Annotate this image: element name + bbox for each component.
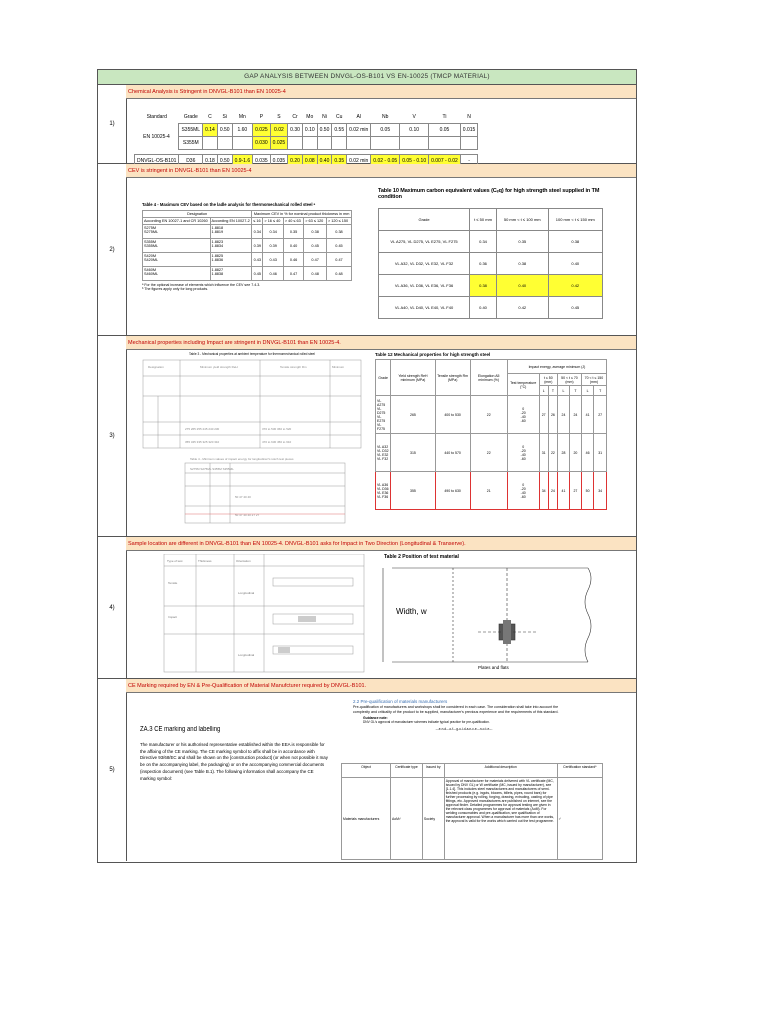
chem-cell: 0.025 — [270, 137, 288, 150]
chem-header: Mo — [306, 114, 314, 120]
svg-text:Longitudinal: Longitudinal — [238, 653, 255, 657]
t4-note-b: ᵇ The figures apply only for long products. — [142, 287, 209, 291]
chem-cell — [347, 137, 371, 150]
za3-text: The manufacturer or his authorised representative established within the EEA is responsible for the affixing of the CE marking. The CE marking symbol to affix shall be in accordance with Directive 93/68/EC and shall be shown on the [construction product] (or when not possible it may be on the accompanying label, the packaging) or on the accompanying commercial documents (inspection document) (see Table B.1). The following information shall accompany the CE marking symbol: — [140, 742, 328, 781]
chem-cell: 0.007 - 0.02 — [429, 155, 461, 168]
t4-head-designation: Designation — [143, 211, 252, 218]
chem-header: Standard — [146, 114, 167, 121]
t4-cell: 0.39 — [252, 239, 263, 253]
t10-cell: 0.45 — [548, 297, 602, 319]
t10-header: 50 mm < t ≤ 100 mm — [496, 209, 548, 231]
t10-cell: VL A32, VL D32, VL E32, VL F32 — [379, 253, 470, 275]
t12-lt: L — [558, 386, 570, 396]
chem-cell: 0.14 — [203, 124, 218, 137]
t10-cell: 0.38 — [470, 275, 497, 297]
t12-value: 41 — [558, 472, 570, 510]
t12-elong: 22 — [470, 396, 507, 434]
svg-text:Tensile: Tensile — [168, 581, 178, 585]
obj-cell: ¹⁾ — [557, 778, 602, 860]
chem-en-row — [135, 137, 478, 150]
t10-cell: 0.36 — [470, 253, 497, 275]
t4-cell: 0.47 — [304, 253, 327, 267]
en-mechanical-tables-graphic — [140, 356, 364, 526]
cev-table10 — [378, 208, 603, 319]
t10-cell: 0.35 — [496, 231, 548, 253]
t4-cell: 0.46 — [263, 267, 283, 281]
guidance-end: ---e-n-d---o-f---g-u-i-d-a-n-c-e---n-o-t-e--- — [435, 727, 493, 732]
svg-text:Minimum yield strength ReH: Minimum yield strength ReH — [200, 365, 238, 369]
chem-cell: 0.035 — [253, 155, 271, 168]
t12-value: 22 — [548, 434, 557, 472]
t4-cell: 1.8823 1.8834 — [210, 239, 252, 253]
obj-row — [342, 778, 603, 860]
plates-label: Plates and flats — [478, 665, 509, 670]
chemical-table — [134, 111, 478, 168]
obj-header: Object — [342, 764, 391, 778]
chem-header: Grade — [183, 114, 198, 120]
chem-cell: 0.02 - 0.05 — [371, 155, 400, 168]
row-number: 4) — [98, 537, 127, 678]
row-heading: Chemical Analysis is Stringent in DNVGL-B101 than EN 10025-4 — [126, 85, 636, 99]
chem-cell: 0.05 — [429, 124, 461, 137]
t10-cell: VL A36, VL D36, VL E36, VL F36 — [379, 275, 470, 297]
t12-tensile: 440 to 570 — [435, 434, 470, 472]
sheet-title: GAP ANALYSIS BETWEEN DNVGL-OS-B101 VS EN-10025 (TMCP MATERIAL) — [98, 70, 636, 85]
t12-title: Table 12 Mechanical properties for high strength steel — [375, 352, 491, 357]
obj-header: Issued by — [422, 764, 444, 778]
t12-elong: 22 — [470, 434, 507, 472]
t10-row — [379, 231, 603, 253]
t12-value: 27 — [594, 396, 607, 434]
t4-cell: S460M S460ML — [143, 267, 211, 281]
chem-cell: 1.60 — [232, 124, 253, 137]
t4-cell: 0.48 — [326, 267, 351, 281]
chem-cell — [429, 137, 461, 150]
t3-title: Table 3 - Mechanical properties at ambient temperature for thermomechanical rolled steel — [189, 352, 315, 356]
t4-row — [143, 267, 352, 281]
svg-text:Orientation: Orientation — [236, 559, 251, 563]
chem-cell: 0.50 — [317, 124, 332, 137]
obj-cell: AoM¹⁾ — [391, 778, 423, 860]
t4-row — [143, 239, 352, 253]
chem-cell: 0.18 — [203, 155, 218, 168]
chem-header-row — [135, 111, 478, 124]
t4-cell: 0.34 — [263, 225, 283, 239]
t4-cell: S275M S275ML — [143, 225, 211, 239]
obj-cell: Approval of manufacturer for materials delivered with VL certificate (MC, issued by DNV GL) or W certificate (MC, issued by manufacturer), see [1.1.4]. This includes steel manufacturers and manufacturers of semi-finished products (e.g. ingots, blooms, billets, pipes, round bars) for further processing by rolling, forging, drawing, extruding, casting of pipe fittings, etc. Approved manufacturers are published on internet, see the approval finder. Detailed programmes for approval testing are given in the relevant class programmes for approval of materials (AoM). For welding consumables and pre-qualification, see qualification of manufacturer approval. When a manufacturer has more than one works, the approval is valid for the works which carried out the test programme. — [444, 778, 557, 860]
t12-value: 27 — [569, 472, 581, 510]
chem-cell — [232, 137, 253, 150]
t10-cell: 0.38 — [496, 253, 548, 275]
t10-header: t ≤ 50 mm — [470, 209, 497, 231]
t12-row — [376, 434, 607, 472]
t12-h-t70: 50 < t ≤ 70 (mm) — [558, 374, 582, 386]
t12-value: 34 — [594, 472, 607, 510]
t12-h-tensile: Tensile strength Rm (MPa) — [435, 360, 470, 396]
chem-cell: 0.02 min — [347, 124, 371, 137]
svg-text:S275M S275ML S355M S355ML: S275M S275ML S355M S355ML — [190, 467, 234, 471]
chem-header: Mn — [238, 114, 246, 120]
t12-h-t150: 70 < t ≤ 150 (mm) — [581, 374, 606, 386]
chem-cell: - — [460, 155, 478, 168]
chem-header: Al — [356, 114, 361, 120]
chem-cell — [288, 137, 303, 150]
chem-cell: 0.35 — [332, 155, 347, 168]
t4-row — [143, 253, 352, 267]
t12-value: 24 — [558, 396, 570, 434]
svg-text:50 47 40 40 27 27: 50 47 40 40 27 27 — [235, 513, 260, 517]
t4-cell: S420M S420ML — [143, 253, 211, 267]
chem-cell: 0.55 — [332, 124, 347, 137]
t12-value: 50 — [581, 472, 594, 510]
t12-h-yield: Yield strength ReH minimum (MPa) — [391, 360, 435, 396]
t4-subheader: > 120 ≤ 150 — [326, 218, 351, 225]
obj-header: Additional description — [444, 764, 557, 778]
obj-header: Certification standard* — [557, 764, 602, 778]
plate-diagram — [378, 562, 606, 674]
chem-cell — [371, 137, 400, 150]
t12-lt: T — [594, 386, 607, 396]
t4-cell: 0.47 — [326, 253, 351, 267]
chem-header: Si — [222, 114, 227, 120]
chem-cell: DNVGL-OS-B101 — [135, 155, 179, 168]
t4-subheader: > 16 ≤ 40 — [263, 218, 283, 225]
t12-value: 46 — [581, 434, 594, 472]
gap-analysis-sheet — [97, 69, 637, 863]
guidance-label: Guidance note: — [363, 716, 388, 721]
t12-elong: 21 — [470, 472, 507, 510]
chem-cell: 0.9-1.6 — [232, 155, 253, 168]
t12-grades: VL A275 VL D275 VL E275 VL F275 — [376, 396, 391, 434]
chem-cell: 0.02 — [270, 124, 288, 137]
t10-cell: 0.42 — [548, 275, 602, 297]
t12-grades: VL A32 VL D32 VL E32 VL F32 — [376, 434, 391, 472]
t10-row — [379, 275, 603, 297]
chem-cell: 0.035 — [270, 155, 288, 168]
chem-header: N — [467, 114, 471, 120]
svg-text:370 to 530 360 to 520: 370 to 530 360 to 520 — [262, 427, 292, 431]
obj-cell: Society — [422, 778, 444, 860]
t12-temps: 0 -20 -40 -60 — [507, 472, 539, 510]
t4-cell: 0.45 — [252, 267, 263, 281]
t4-subheader: According EN 10027-1 and CR 10260 — [143, 218, 211, 225]
en-mechanical-image — [140, 352, 364, 530]
t12-lt: L — [581, 386, 594, 396]
t10-row — [379, 297, 603, 319]
t4-note-a: ᵃ For the optional increase of elements which influence the CEV see 7.4.3. — [142, 283, 261, 287]
row-number: 5) — [98, 679, 127, 861]
cev-table4 — [142, 210, 352, 281]
svg-text:Table 4 - Minimum values of im: Table 4 - Minimum values of impact energy for longitudinal V-notch test pieces — [190, 457, 294, 461]
row-ce-marking — [98, 679, 636, 861]
chem-cell: 0.50 — [217, 155, 232, 168]
row-mechanical — [98, 336, 636, 537]
t12-grades: VL A36 VL D36 VL E36 VL F36 — [376, 472, 391, 510]
t10-cell: 0.42 — [496, 297, 548, 319]
chem-cell: 0.10 — [302, 124, 317, 137]
chem-cell: S355M — [179, 137, 203, 150]
t12-tensile: 490 to 630 — [435, 472, 470, 510]
t10-cell: 0.40 — [470, 297, 497, 319]
t12-value: 24 — [548, 472, 557, 510]
chem-header: P — [259, 114, 264, 120]
svg-text:355 345 335 325 320 310: 355 345 335 325 320 310 — [185, 440, 220, 444]
t4-cell: 0.34 — [252, 225, 263, 239]
t4-cell: 0.46 — [283, 253, 303, 267]
t12-row — [376, 396, 607, 434]
t4-cell: S355M S355ML — [143, 239, 211, 253]
t4-cell: 0.39 — [263, 239, 283, 253]
t12-value: 34 — [539, 472, 548, 510]
svg-text:470 to 630 450 to 610: 470 to 630 450 to 610 — [262, 440, 292, 444]
chem-header: Cr — [292, 114, 298, 120]
row-number: 1) — [98, 85, 127, 163]
za3-title: ZA.3 CE marking and labelling — [140, 726, 221, 733]
t4-row — [143, 225, 352, 239]
chem-header: C — [208, 114, 212, 120]
chem-cell: 0.20 — [288, 155, 303, 168]
t12-row — [376, 472, 607, 510]
t12-yield: 265 — [391, 396, 435, 434]
t12-temps: 0 -20 -40 -60 — [507, 396, 539, 434]
t12-lt: T — [548, 386, 557, 396]
chem-cell — [217, 137, 232, 150]
obj-cell: Materials manufacturers — [342, 778, 391, 860]
t4-cell: 0.35 — [283, 225, 303, 239]
chem-cell: 0.50 — [217, 124, 232, 137]
chem-cell: 0.30 — [288, 124, 303, 137]
row-cev — [98, 164, 636, 336]
chem-cell: 0.05 — [371, 124, 400, 137]
chem-header: V — [412, 114, 416, 120]
chem-cell: 0.02 min — [347, 155, 371, 168]
chem-cell: 0.10 — [400, 124, 429, 137]
preq-text: Pre-qualification of manufacturers and workshops shall be considered in each case. The consideration shall take into account the complexity and criticality of the product to be supplied, manufacturer's previous experience and the requirements of this standard. — [353, 705, 559, 714]
guidance-text: DNV GL's approval of manufacturer schemes indicate typical practice for pre-qualification. — [363, 720, 490, 725]
t12-h-t50: t ≤ 50 (mm) — [539, 374, 558, 386]
chem-cell: 0.40 — [317, 155, 332, 168]
table10-title: Table 10 Maximum carbon equivalent values (Cₑq) for high strength steel supplied in TM condition — [378, 188, 600, 200]
t12-yield: 315 — [391, 434, 435, 472]
svg-text:Tensile strength Rm: Tensile strength Rm — [280, 365, 307, 369]
t10-cell: 0.40 — [496, 275, 548, 297]
t10-header: 100 mm < t ≤ 150 mm — [548, 209, 602, 231]
row-heading: CE Marking required by EN & Pre-Qualification of Material Manufcturer required by DNVGL-B101. — [126, 679, 636, 693]
t12-h-impact: Impact energy, average minimum (J) — [507, 360, 606, 374]
t2-title: Table 2 Position of test material — [384, 554, 459, 560]
chem-header: Nb — [382, 114, 389, 120]
t10-cell: 0.38 — [548, 231, 602, 253]
svg-text:Designation: Designation — [148, 365, 164, 369]
t12-lt: T — [569, 386, 581, 396]
t10-header: Grade — [379, 209, 470, 231]
row-sample-location — [98, 537, 636, 679]
chem-cell — [317, 137, 332, 150]
t4-cell: 0.48 — [304, 267, 327, 281]
t4-subheader: > 63 ≤ 120 — [304, 218, 327, 225]
chem-en-label: EN 10025-4 — [143, 133, 170, 140]
chem-cell — [203, 137, 218, 150]
table4-title: Table 4 - Maximum CEV based on the ladle analysis for thermomechanical rolled steel ᵃ — [142, 202, 316, 207]
chem-cell — [332, 137, 347, 150]
row-heading: Mechanical properties including Impact are stringent in DNVGL-B101 than EN 10025-4. — [126, 336, 636, 350]
t12-lt: L — [539, 386, 548, 396]
chem-cell: 0.05 - 0.10 — [400, 155, 429, 168]
t4-cell: 0.47 — [283, 267, 303, 281]
chem-header: S — [277, 114, 281, 120]
width-label: Width, w — [396, 607, 427, 616]
svg-text:Longitudinal: Longitudinal — [238, 591, 255, 595]
svg-text:Thickness: Thickness — [198, 559, 212, 563]
t12-value: 20 — [569, 434, 581, 472]
svg-text:Minimum: Minimum — [332, 365, 345, 369]
row-chemical — [98, 85, 636, 164]
svg-text:50 47 40 40: 50 47 40 40 — [235, 495, 251, 499]
t4-cell: 0.43 — [263, 253, 283, 267]
chem-header: Ti — [442, 114, 447, 120]
t4-cell: 0.45 — [304, 239, 327, 253]
t4-cell: 1.8827 1.8838 — [210, 267, 252, 281]
row-number: 2) — [98, 164, 127, 335]
t10-cell: 0.40 — [548, 253, 602, 275]
t4-cell: 0.38 — [304, 225, 327, 239]
mechanical-table12 — [375, 359, 607, 510]
row-number: 3) — [98, 336, 127, 536]
t12-value: 26 — [548, 396, 557, 434]
chem-cell: 0.025 — [253, 124, 271, 137]
t12-tensile: 400 to 530 — [435, 396, 470, 434]
chem-en-row — [135, 124, 478, 137]
t4-cell: 0.40 — [283, 239, 303, 253]
row-heading: Sample location are different in DNVGL-B101 than EN 10025-4. DNVGL-B101 asks for Impact in Two Direction (Longitudinal & Transerve). — [126, 537, 636, 551]
svg-text:Impact: Impact — [168, 615, 178, 619]
t4-cell: 1.8818 1.8819 — [210, 225, 252, 239]
t12-value: 24 — [569, 396, 581, 434]
t4-cell: 0.43 — [252, 253, 263, 267]
t12-value: 31 — [594, 434, 607, 472]
chem-cell: 0.030 — [253, 137, 271, 150]
t4-cell: 0.45 — [326, 239, 351, 253]
t12-value: 27 — [539, 396, 548, 434]
t12-h-grade: Grade — [376, 360, 391, 396]
t4-subheader: According EN 10027-2 — [211, 219, 250, 223]
t4-head-cev: Maximum CEV in % for nominal product thickness in mm — [252, 211, 352, 218]
t12-yield: 355 — [391, 472, 435, 510]
t12-h-elong: Elongation A5 minimum (%) — [470, 360, 507, 396]
svg-text:275 265 255 245 240 230: 275 265 255 245 240 230 — [185, 427, 220, 431]
chem-cell — [302, 137, 317, 150]
chem-cell: 0.015 — [460, 124, 478, 137]
chem-header: Cu — [336, 114, 343, 120]
t12-value: 28 — [558, 434, 570, 472]
en-sample-position-graphic — [138, 554, 366, 674]
t12-value: 41 — [581, 396, 594, 434]
chem-cell — [460, 137, 478, 150]
preq-title: 2.2 Pre-qualification of materials manufacturers — [353, 699, 448, 704]
row-heading: CEV is stringent in DNVGL-B101 than EN 10025-4 — [126, 164, 636, 178]
t10-row — [379, 253, 603, 275]
chem-cell: D36 — [179, 155, 203, 168]
t10-cell: VL A40, VL D40, VL E40, VL F40 — [379, 297, 470, 319]
t4-cell: 1.8825 1.8836 — [210, 253, 252, 267]
t12-temps: 0 -20 -40 -60 — [507, 434, 539, 472]
t10-cell: 0.34 — [470, 231, 497, 253]
chem-header: Ni — [322, 114, 327, 120]
t4-subheader: > 40 ≤ 63 — [283, 218, 303, 225]
chem-cell: S355ML — [179, 124, 203, 137]
chem-cell: 0.08 — [302, 155, 317, 168]
obj-header: Certificate type — [391, 764, 423, 778]
t4-cell: 0.38 — [326, 225, 351, 239]
dnv-test-position — [378, 554, 606, 674]
svg-text:Type of test: Type of test — [167, 559, 183, 563]
object-table — [341, 763, 603, 860]
t12-h-temp: Test temperature (°C) — [507, 374, 539, 396]
chem-cell — [400, 137, 429, 150]
t4-subheader: ≤ 16 — [252, 218, 263, 225]
t10-cell: VL A275, VL D275, VL E275, VL F275 — [379, 231, 470, 253]
t12-value: 31 — [539, 434, 548, 472]
